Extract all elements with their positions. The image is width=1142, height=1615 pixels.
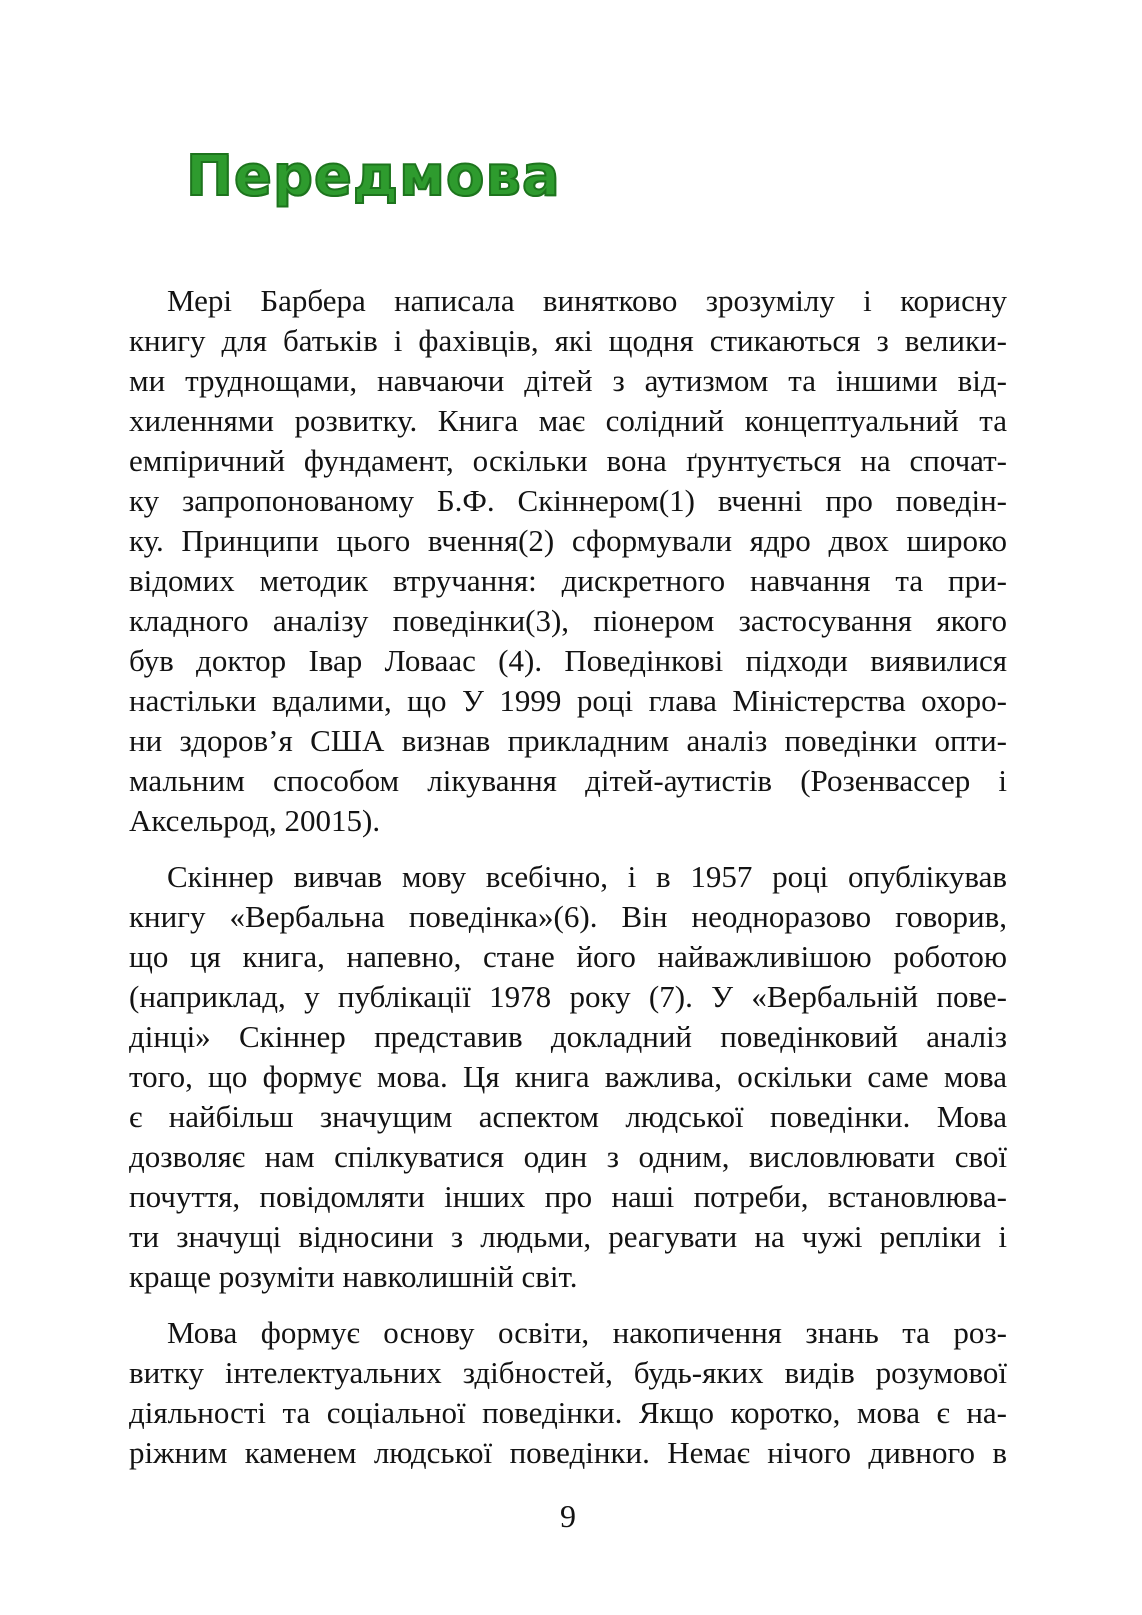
text-line: дозволяє нам спілкуватися один з одним, висловлювати свої	[129, 1139, 1007, 1174]
text-line: того, що формує мова. Ця книга важлива, оскільки саме мова	[129, 1059, 1007, 1094]
paragraph-3	[129, 1313, 1007, 1473]
paragraph-1	[129, 281, 1007, 841]
text-line: ку. Принципи цього вчення(2) сформували ядро двох широко	[129, 523, 1007, 558]
text-line: Мова формує основу освіти, накопичення знань та роз-	[167, 1315, 1007, 1350]
text-line: кладного аналізу поведінки(3), піонером застосування якого	[129, 603, 1007, 638]
text-line: діяльності та соціальної поведінки. Якщо коротко, мова є на-	[129, 1395, 1007, 1430]
text-line: емпіричний фундамент, оскільки вона ґрунтується на спочат-	[129, 443, 1007, 478]
text-line: що ця книга, напевно, стане його найважливішою роботою	[129, 939, 1007, 974]
text-line: ку запропонованому Б.Ф. Скіннером(1) вченні про поведін-	[129, 483, 1007, 518]
text-line: почуття, повідомляти інших про наші потреби, встановлюва-	[129, 1179, 1007, 1214]
text-line: краще розуміти навколишній світ.	[129, 1259, 578, 1294]
text-line: відомих методик втручання: дискретного навчання та при-	[129, 563, 1007, 598]
text-line: ни здоров’я США визнав прикладним аналіз поведінки опти-	[129, 723, 1007, 758]
text-line: дінці» Скіннер представив докладний поведінковий аналіз	[129, 1019, 1007, 1054]
text-line: Мері Барбера написала винятково зрозумілу і корисну	[167, 283, 1007, 318]
text-line: книгу для батьків і фахівців, які щодня стикаються з велики-	[129, 323, 1007, 358]
text-line: настільки вдалими, що У 1999 році глава Міністерства охоро-	[129, 683, 1007, 718]
body-text	[129, 281, 1007, 1473]
text-line: був доктор Івар Ловаас (4). Поведінкові підходи виявилися	[129, 643, 1007, 678]
paragraph-2	[129, 857, 1007, 1297]
text-line: Скіннер вивчав мову всебічно, і в 1957 році опублікував	[167, 859, 1007, 894]
text-line: хиленнями розвитку. Книга має солідний концептуальний та	[129, 403, 1007, 438]
text-line: витку інтелектуальних здібностей, будь-яких видів розумової	[129, 1355, 1007, 1390]
text-line: ми труднощами, навчаючи дітей з аутизмом та іншими від-	[129, 363, 1007, 398]
text-line: ріжним каменем людської поведінки. Немає нічого дивного в	[129, 1435, 1007, 1470]
chapter-heading: Передмова	[186, 144, 561, 209]
page-number: 9	[560, 1498, 576, 1534]
text-line: мальним способом лікування дітей-аутистів (Розенвассер і	[129, 763, 1007, 798]
text-line: є найбільш значущим аспектом людської поведінки. Мова	[129, 1099, 1007, 1134]
text-line: книгу «Вербальна поведінка»(6). Він неодноразово говорив,	[129, 899, 1007, 934]
text-line: ти значущі відносини з людьми, реагувати на чужі репліки і	[129, 1219, 1007, 1254]
text-line: (наприклад, у публікації 1978 року (7). У «Вербальній пове-	[129, 979, 1007, 1014]
text-line: Аксельрод, 20015).	[129, 803, 381, 838]
